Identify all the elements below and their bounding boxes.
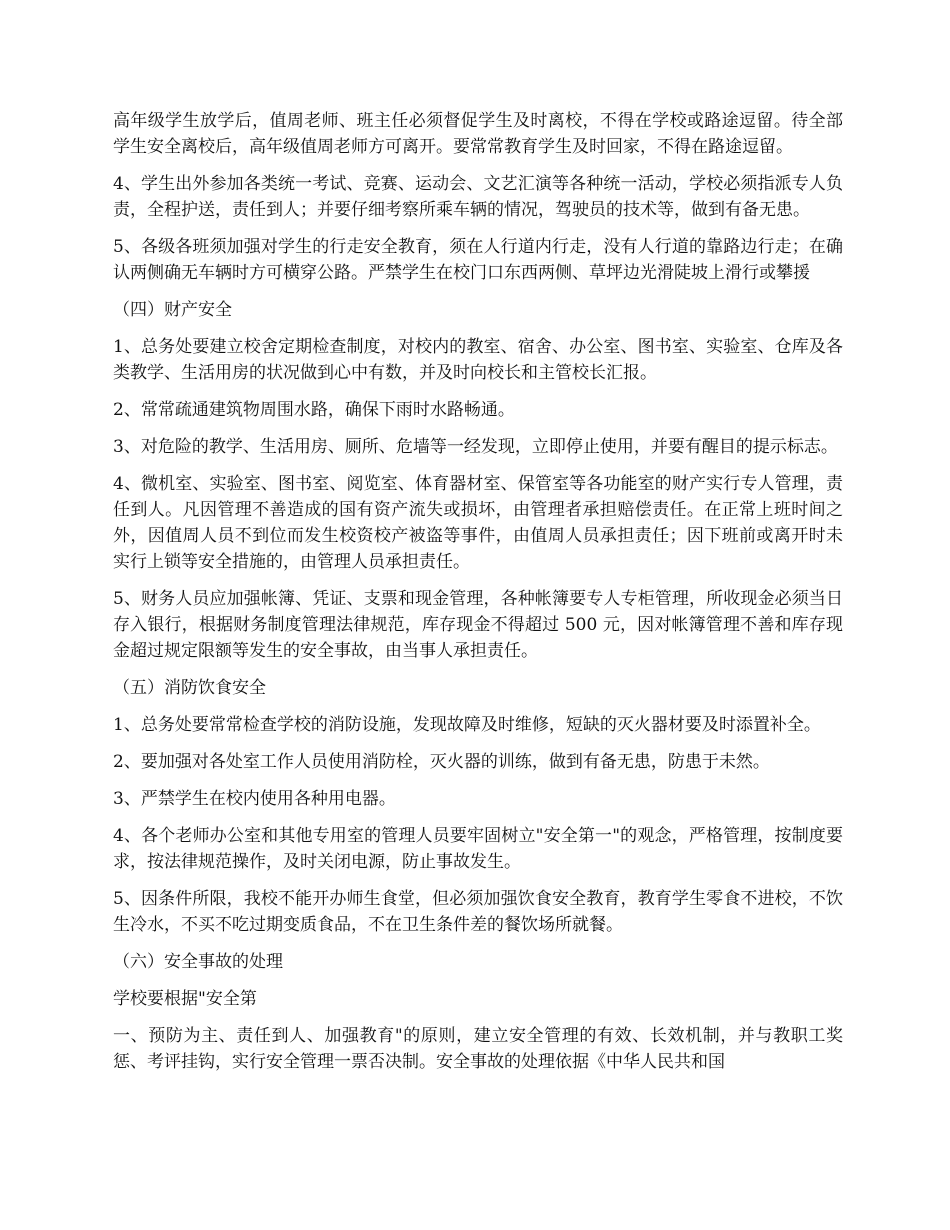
paragraph-office-safety: 4、各个老师办公室和其他专用室的管理人员要牢固树立"安全第一"的观念，严格管理，按制度要求，按法律规范操作，及时关闭电源，防止事故发生。: [113, 826, 843, 872]
paragraph-walking-safety: 5、各级各班须加强对学生的行走安全教育，须在人行道内行走，没有人行道的靠路边行走；在确认两侧确无车辆时方可横穿公路。严禁学生在校门口东西两侧、草坪边光滑陡坡上滑行或攀援: [113, 237, 843, 283]
paragraph-school-principle: 学校要根据"安全第: [113, 989, 257, 1009]
paragraph-finance-management: 5、财务人员应加强帐簿、凭证、支票和现金管理，各种帐簿要专人专柜管理，所收现金必须当日存入银行，根据财务制度管理法律规范，库存现金不得超过 500 元，因对帐簿管理不善和库存现金超过规定限额等发生的安全事故，由当事人承担责任。: [113, 589, 843, 661]
document-page: [113, 108, 843, 1086]
paragraph-building-inspection: 1、总务处要建立校舍定期检查制度，对校内的教室、宿舍、办公室、图书室、实验室、仓库及各类教学、生活用房的状况做到心中有数，并及时向校长和主管校长汇报。: [113, 337, 843, 383]
paragraph-fire-facilities: 1、总务处要常常检查学校的消防设施，发现故障及时维修，短缺的灭火器材要及时添置补全。: [113, 715, 821, 735]
paragraph-after-school-supervision: 高年级学生放学后，值周老师、班主任必须督促学生及时离校，不得在学校或路途逗留。待全部学生安全离校后，高年级值周老师方可离开。要常常教育学生及时回家，不得在路途逗留。: [113, 111, 843, 157]
paragraph-room-property-management: 4、微机室、实验室、图书室、阅览室、体育器材室、保管室等各功能室的财产实行专人管理，责任到人。凡因管理不善造成的国有资产流失或损坏，由管理者承担赔偿责任。在正常上班时间之外，因值周人员不到位而发生校资校产被盗等事件，由值周人员承担责任；因下班前或离开时未实行上锁等安全措施的，由管理人员承担责任。: [113, 474, 843, 572]
paragraph-drainage: 2、常常疏通建筑物周围水路，确保下雨时水路畅通。: [113, 400, 515, 420]
paragraph-extinguisher-training: 2、要加强对各处室工作人员使用消防栓，灭火器的训练，做到有备无患，防患于未然。: [113, 752, 770, 772]
section-heading-fire-food-safety: （五）消防饮食安全: [113, 678, 266, 698]
section-heading-accident-handling: （六）安全事故的处理: [113, 952, 283, 972]
paragraph-outing-escort: 4、学生出外参加各类统一考试、竞赛、运动会、文艺汇演等各种统一活动，学校必须指派专人负责，全程护送，责任到人；并要仔细考察所乘车辆的情况，驾驶员的技术等，做到有备无患。: [113, 174, 843, 220]
paragraph-food-safety: 5、因条件所限，我校不能开办师生食堂，但必须加强饮食安全教育，教育学生零食不进校，不饮生冷水，不买不吃过期变质食品，不在卫生条件差的餐饮场所就餐。: [113, 889, 843, 935]
paragraph-prevention-principle: 一、预防为主、责任到人、加强教育"的原则，建立安全管理的有效、长效机制，并与教职工奖惩、考评挂钩，实行安全管理一票否决制。安全事故的处理依据《中华人民共和国: [113, 1026, 843, 1072]
paragraph-electrical-ban: 3、严禁学生在校内使用各种用电器。: [113, 789, 396, 809]
section-heading-property-safety: （四）财产安全: [113, 300, 232, 320]
paragraph-dangerous-buildings: 3、对危险的教学、生活用房、厕所、危墙等一经发现，立即停止使用，并要有醒目的提示标志。: [113, 437, 838, 457]
